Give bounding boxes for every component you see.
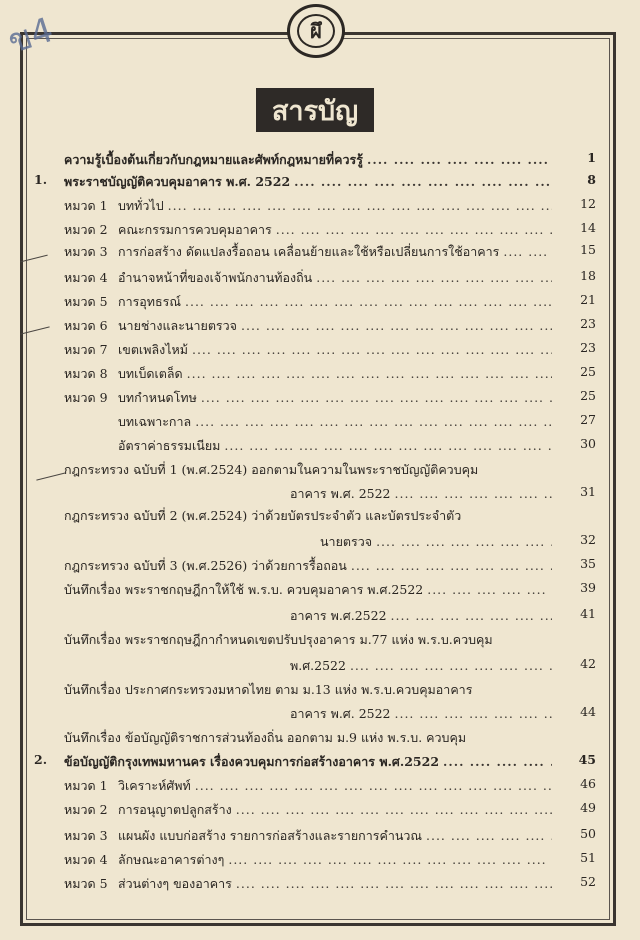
toc-entry [64, 460, 556, 480]
chapter-label: หมวด 4 [64, 270, 108, 285]
leader-dots [391, 608, 552, 623]
toc-entry [64, 506, 556, 526]
toc-entry [64, 580, 556, 600]
leader-dots [168, 198, 552, 213]
leader-dots [185, 294, 552, 309]
chapter-label: หมวด 2 [64, 222, 108, 237]
page-number: 27 [580, 412, 596, 427]
leader-dots [427, 582, 552, 597]
entry-text-continued: อาคาร พ.ศ.2522 [290, 608, 387, 623]
toc-entry [118, 776, 556, 796]
toc-entry [64, 630, 556, 650]
toc-entry [64, 556, 556, 576]
toc-entry [64, 680, 556, 700]
entry-text: ข้อบัญญัติกรุงเทพมหานคร เรื่องควบคุมการก่อสร้างอาคาร พ.ศ.2522 [64, 754, 440, 769]
toc-entry-continued [290, 704, 556, 724]
entry-text-continued: นายตรวจ [320, 534, 373, 549]
page-number: 49 [580, 800, 596, 815]
toc-entry [118, 268, 556, 288]
entry-number: 1. [34, 172, 48, 187]
chapter-label: หมวด 2 [64, 802, 108, 817]
toc-entry [64, 172, 556, 192]
chapter-label: หมวด 1 [64, 778, 108, 793]
page-number: 41 [580, 606, 596, 621]
entry-text: อัตราค่าธรรมเนียม [118, 438, 221, 453]
entry-text: เขตเพลิงไหม้ [118, 342, 188, 357]
entry-text: บันทึกเรื่อง ประกาศกระทรวงมหาดไทย ตาม ม.13 แห่ง พ.ร.บ.ควบคุมอาคาร [64, 682, 473, 697]
entry-text: พระราชบัญญัติควบคุมอาคาร พ.ศ. 2522 [64, 174, 291, 189]
leader-dots [316, 270, 552, 285]
page-number: 51 [580, 850, 596, 865]
page-number: 25 [580, 388, 596, 403]
leader-dots [276, 222, 552, 237]
entry-text: แผนผัง แบบก่อสร้าง รายการก่อสร้างและรายการคำนวณ [118, 828, 422, 843]
toc-entry [118, 196, 556, 216]
toc-entry [118, 340, 556, 360]
entry-text: บททั่วไป [118, 198, 164, 213]
page-number: 18 [580, 268, 596, 283]
entry-text: กฎกระทรวง ฉบับที่ 2 (พ.ศ.2524) ว่าด้วยบัตรประจำตัว และบัตรประจำตัว [64, 508, 462, 523]
page-number: 31 [580, 484, 596, 499]
entry-text: ความรู้เบื้องต้นเกี่ยวกับกฎหมายและศัพท์กฎหมายที่ควรรู้ [64, 152, 363, 167]
leader-dots [395, 486, 552, 501]
leader-dots [443, 754, 552, 769]
leader-dots [228, 852, 552, 867]
chapter-label: หมวด 1 [64, 198, 108, 213]
page-number: 14 [580, 220, 596, 235]
chapter-label: หมวด 4 [64, 852, 108, 867]
page-number: 32 [580, 532, 596, 547]
leader-dots [426, 828, 552, 843]
toc-entry [118, 364, 556, 384]
leader-dots [503, 244, 552, 259]
leader-dots [351, 558, 552, 573]
toc-entry [118, 220, 556, 240]
page-number: 35 [580, 556, 596, 571]
page-number: 23 [580, 340, 596, 355]
chapter-label: หมวด 5 [64, 876, 108, 891]
entry-text: นายช่างและนายตรวจ [118, 318, 237, 333]
leader-dots [187, 366, 552, 381]
toc-entry [64, 752, 556, 772]
page-number: 8 [587, 172, 596, 187]
chapter-label: หมวด 5 [64, 294, 108, 309]
publisher-logo-icon [287, 4, 345, 58]
toc-entry [118, 826, 556, 846]
leader-dots [224, 438, 552, 453]
leader-dots [395, 706, 552, 721]
entry-text: การอนุญาตปลูกสร้าง [118, 802, 232, 817]
page-number: 21 [580, 292, 596, 307]
entry-text: บันทึกเรื่อง ข้อบัญญัติราชการส่วนท้องถิ่น ออกตาม ม.9 แห่ง พ.ร.บ. ควบคุม [64, 730, 467, 745]
page-number: 45 [578, 752, 596, 767]
toc-entry-continued [290, 484, 556, 504]
entry-text: การอุทธรณ์ [118, 294, 181, 309]
logo-text: ผึ [297, 14, 335, 48]
page-number: 1 [587, 150, 596, 165]
toc-entry [118, 316, 556, 336]
toc-entry-continued [290, 606, 556, 626]
page-number: 52 [580, 874, 596, 889]
toc-entry [118, 388, 556, 408]
entry-text: บันทึกเรื่อง พระราชกฤษฎีกากำหนดเขตปรับปรุงอาคาร ม.77 แห่ง พ.ร.บ.ควบคุม [64, 632, 493, 647]
toc-entry [118, 436, 556, 456]
toc-entry [118, 292, 556, 312]
entry-text: วิเคราะห์ศัพท์ [118, 778, 191, 793]
toc-entry [118, 242, 556, 262]
toc-entry [64, 150, 556, 170]
entry-text-continued: อาคาร พ.ศ. 2522 [290, 706, 391, 721]
entry-text: อำนาจหน้าที่ของเจ้าพนักงานท้องถิ่น [118, 270, 313, 285]
page-number: 44 [580, 704, 596, 719]
entry-text: บันทึกเรื่อง พระราชกฤษฎีกาให้ใช้ พ.ร.บ. ควบคุมอาคาร พ.ศ.2522 [64, 582, 424, 597]
toc-entry [118, 850, 556, 870]
leader-dots [241, 318, 552, 333]
page-number: 23 [580, 316, 596, 331]
entry-text: กฎกระทรวง ฉบับที่ 1 (พ.ศ.2524) ออกตามในความในพระราชบัญญัติควบคุม [64, 462, 479, 477]
entry-number: 2. [34, 752, 48, 767]
entry-text-continued: พ.ศ.2522 [290, 658, 346, 673]
leader-dots [201, 390, 552, 405]
leader-dots [294, 174, 552, 189]
page-number: 42 [580, 656, 596, 671]
entry-text: ลักษณะอาคารต่างๆ [118, 852, 225, 867]
leader-dots [367, 152, 552, 167]
toc-entry [118, 874, 556, 894]
toc-entry [64, 728, 556, 748]
leader-dots [195, 778, 552, 793]
entry-text: บทกำหนดโทษ [118, 390, 197, 405]
chapter-label: หมวด 3 [64, 244, 108, 259]
entry-text: กฎกระทรวง ฉบับที่ 3 (พ.ศ.2526) ว่าด้วยการรื้อถอน [64, 558, 347, 573]
page-number: 15 [580, 242, 596, 257]
chapter-label: หมวด 6 [64, 318, 108, 333]
entry-text: คณะกรรมการควบคุมอาคาร [118, 222, 272, 237]
leader-dots [236, 802, 552, 817]
page-number: 12 [580, 196, 596, 211]
entry-text: การก่อสร้าง ดัดแปลงรื้อถอน เคลื่อนย้ายและใช้หรือเปลี่ยนการใช้อาคาร [118, 244, 500, 259]
page-number: 46 [580, 776, 596, 791]
leader-dots [195, 414, 552, 429]
entry-text: ส่วนต่างๆ ของอาคาร [118, 876, 232, 891]
entry-text: บทเฉพาะกาล [118, 414, 192, 429]
leader-dots [236, 876, 552, 891]
leader-dots [376, 534, 552, 549]
page-number: 25 [580, 364, 596, 379]
toc-entry [118, 412, 556, 432]
leader-dots [192, 342, 552, 357]
toc-entry-continued [290, 656, 556, 676]
entry-text: บทเบ็ดเตล็ด [118, 366, 183, 381]
leader-dots [350, 658, 552, 673]
toc-entry [118, 800, 556, 820]
page-title: สารบัญ [256, 88, 374, 132]
handwritten-mark: ข4 [3, 9, 59, 62]
chapter-label: หมวด 8 [64, 366, 108, 381]
toc-entry-continued [320, 532, 556, 552]
chapter-label: หมวด 3 [64, 828, 108, 843]
page-number: 50 [580, 826, 596, 841]
chapter-label: หมวด 9 [64, 390, 108, 405]
chapter-label: หมวด 7 [64, 342, 108, 357]
page-number: 30 [580, 436, 596, 451]
entry-text-continued: อาคาร พ.ศ. 2522 [290, 486, 391, 501]
page-number: 39 [580, 580, 596, 595]
